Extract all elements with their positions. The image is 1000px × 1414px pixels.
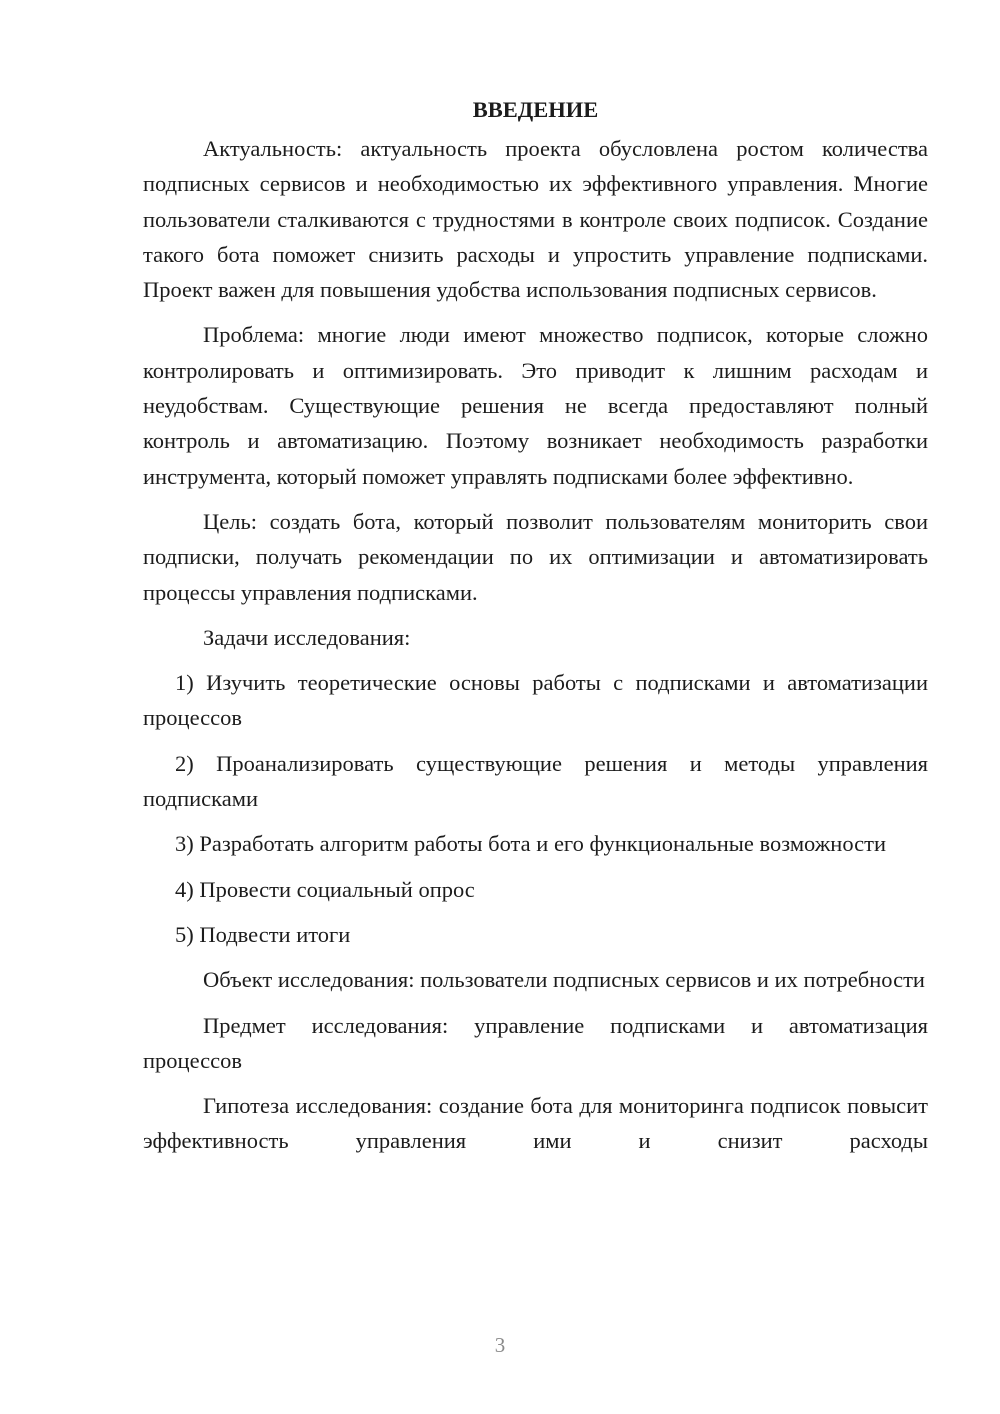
task-item-2: 2) Проанализировать существующие решения и методы управления подписками [143,750,928,812]
paragraph-goal: Цель: создать бота, который позволит пользователям мониторить свои подписки, получать рекомендации по их оптимизации и автоматизировать процессы управления подписками. [143,508,928,605]
page-content [143,92,928,1169]
tasks-heading: Задачи исследования: [203,624,411,650]
task-item-3: 3) Разработать алгоритм работы бота и его функциональные возможности [175,831,887,857]
paragraph-relevance: Актуальность: актуальность проекта обусловлена ростом количества подписных сервисов и необходимостью их эффективного управления. Многие пользователи сталкиваются с трудностями в контроле своих подписок. Создание такого бота поможет снизить расходы и упростить управление подписками. Проект важен для повышения удобства использования подписных сервисов. [143,136,928,303]
task-item-5: 5) Подвести итоги [175,921,351,947]
paragraph-problem: Проблема: многие люди имеют множество подписок, которые сложно контролировать и оптимизировать. Это приводит к лишним расходам и неудобствам. Существующие решения не всегда предоставляют полный контроль и автоматизацию. Поэтому возникает необходимость разработки инструмента, который поможет управлять подписками более эффективно. [143,322,928,489]
page-number: 3 [494,1333,506,1357]
paragraph-subject: Предмет исследования: управление подписками и автоматизация процессов [143,1012,928,1073]
task-item-4: 4) Провести социальный опрос [175,876,475,902]
paragraph-object: Объект исследования: пользователи подписных сервисов и их потребности [203,967,925,993]
section-title: ВВЕДЕНИЕ [472,97,599,122]
paragraph-hypothesis: Гипотеза исследования: создание бота для мониторинга подписок повысит эффективность управления ими и снизит расходы [143,1093,928,1154]
task-item-1: 1) Изучить теоретические основы работы с подписками и автоматизации процессов [143,670,928,731]
